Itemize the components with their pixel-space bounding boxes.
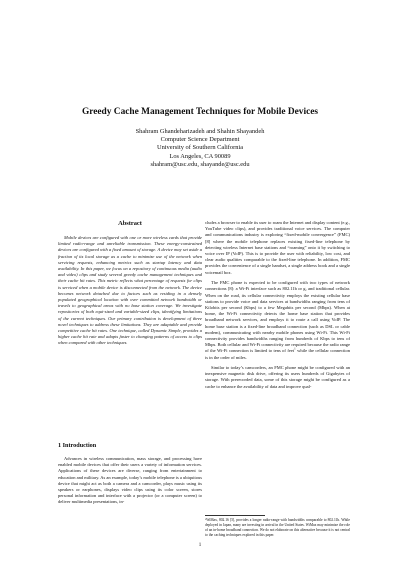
page-number: 1 <box>198 543 202 548</box>
intro-paragraph: Advances in wireless communication, mass storage, and processing have enabled mobile devices that offer their users a variety of information services. Applications of these devices are diverse, ranging from entertainment to education and military. As an example, today’s mobile telephone is a ubiquitous device that might act as both a camera and a camcorder, plays music using its speakers or earphones, displays video clips using its color screen, stores personal information and interface with a projector (or a computer screen) to deliver multimedia presentations, in- <box>58 456 202 505</box>
paper-title: Greedy Cache Management Techniques for Mobile Devices <box>81 107 319 117</box>
author-city: Los Angeles, CA 90089 <box>169 152 231 160</box>
author-department: Computer Science Department <box>160 136 240 144</box>
author-block <box>0 128 400 169</box>
footnote-divider <box>205 515 265 516</box>
abstract-body <box>58 235 202 347</box>
introduction-body <box>58 456 202 506</box>
author-university: University of Southern California <box>156 144 244 152</box>
section-heading-introduction: 1 Introduction <box>58 442 97 449</box>
footnote-marker[interactable]: 1 <box>294 346 296 351</box>
right-paragraph-2-tail: while the cellular connection is in the order of miles. <box>205 348 351 360</box>
abstract-paragraph: Mobile devices are configured with one or more wireless cards that provide limited radio-range and unreliable transmission. These energy-constrained devices are configured with a fixed amount of storage. A device may set aside a fraction of its local storage as a cache to minimize use of the network when servicing requests, enhancing metrics such as startup latency and data availability. In this paper, we focus on a repository of continuous media (audio and video) clips and study several greedy cache management techniques and their cache hit rates. This metric reflects what percentage of requests for clips is serviced when a mobile device is disconnected from the network. The device becomes network detached due to factors such as residing in a densely populated geographical location with over committed network bandwidth or travels to geographical areas with no base station coverage. We investigate repositories of both equi-sized and variable-sized clips, identifying limitations of the current techniques. Our primary contribution is development of three novel techniques to address these limitations. They are adaptable and provide competitive cache hit rates. One technique, called Dynamic Simple, provides a higher cache hit rate and adapts faster to changing patterns of access to clips when compared with other techniques. <box>58 235 202 346</box>
right-column-body <box>205 220 350 394</box>
footnote: ¹WiMax, 802.16 [5], provides a longer radio-range with bandwidths comparable to 802.11b. While deployed in Japan, many are investing in arrival in the United States. WiMax may minimize the role of an in-home broadband connection. We do not elaborate on this alternative because it is not central to the caching techniques explored in this paper. <box>205 518 350 537</box>
author-emails: shahram@usc.edu, shayande@usc.edu <box>150 160 250 168</box>
right-paragraph-2 <box>205 280 350 361</box>
abstract-heading: Abstract <box>118 220 142 227</box>
right-paragraph-2-text: The FMC phone is expected to be configured with two types of network connections [8]: a Wi-Fi interface such as 802.11b or g, and traditional cellular. When on the road, its cellular connectivity employs the existing cellular base stations to provide voice and data services at bandwidths ranging from tens of Kilobits per second (Kbps) to a few Megabits per second (Mbps). When at home, the Wi-Fi connectivity detects the home base station that provides broadband network services, and employs it to route a call using VoIP. The home base station is a fixed-line broadband connection (such as DSL or cable modem), communicating with nearby mobile phones using Wi-Fi. This Wi-Fi connectivity provides bandwidths ranging from hundreds of Kbps to tens of Mbps. Both cellular and Wi-Fi connectivity are required because the radio range of the Wi-Fi connection is limited to tens of feet <box>205 280 350 354</box>
right-paragraph-3: Similar to today’s camcorders, an FMC phone might be configured with an inexpensive magnetic disk drive, offering its users hundreds of Gigabytes of storage. With prerecorded data, some of this storage might be configured as a cache to enhance the availability of data and improve qual- <box>205 365 350 389</box>
author-names: Shahram Ghandeharizadeh and Shahin Shayandeh <box>135 128 265 135</box>
right-paragraph-1: cludes a browser to enable its user to roam the Internet and display content (e.g., YouTube video clips), and provides traditional voice services. The computer and communications industry is exploring “fixed-mobile convergence” (FMC) [8] where the mobile telephone replaces existing fixed-line telephone by detecting wireless Internet base stations and “roaming” onto it by switching to voice over IP (VoIP). This is to provide the user with reliability, low cost, and clear audio qualities comparable to the fixed-line telephone. In addition, FMC provides the convenience of a single handset, a single address book and a single voicemail box. <box>205 220 350 275</box>
